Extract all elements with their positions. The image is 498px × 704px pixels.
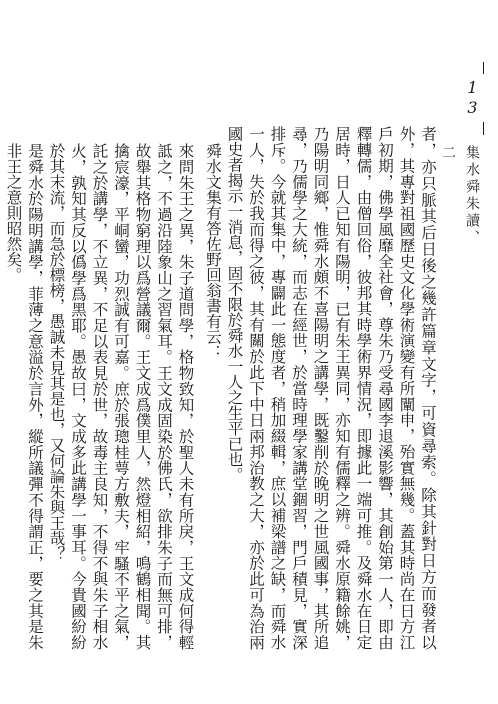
commentary-paragraph: 是舜水於陽明講學，菲薄之意溢於言外，縱所議彈不得謂正，要之其是朱非王之意則昭然矣。 <box>4 143 44 650</box>
quote-paragraph: 來問朱王之異，朱子道問學，格物致知，於聖人未有所戾，王文成何得輕詆之，不過沿陸象山之習氣耳。王文成固染於佛氏，欲排朱子而無可排，故舉其格物窮理以爲營議爾。王文成爲僕里人，然燈相紹，鳴鶴相聞。其擒宸濠，平峒蠻，功烈誠有可嘉。庶於張璁桂萼方敷夫，牢騷不平之氣，託之於講學，不立異，不足以表見於世，故毒主良知，不得不與朱子相水火，孰知其反以僞學爲黑耶。愚故曰，文成多此講學一事耳。今貴國紛紛於其末流，而急於標榜，愚誠未見其是也，又何論朱與王哉？ <box>47 143 195 650</box>
page-number: 13 <box>463 78 482 119</box>
running-head <box>440 60 484 250</box>
dash-rule <box>483 62 484 74</box>
body-text <box>4 126 438 650</box>
running-title: 集水舜朱讀、二 <box>440 144 480 247</box>
section-heading: 舜水文集有答佐野回翁書有云： <box>204 143 222 361</box>
paragraph-intro: 者，亦只脈其后日後之幾許篇章文字，可資尋索。除其針對日方而發者以外，其專對祖國歷史文化學術演變有所闡申，殆實無幾。蓋其時尚在日方江戶初期，佛學風靡全社會，尊朱乃受尋國李退溪影響，其創始第一人，即由釋轉儒，由僧回俗，彼邦其時學術界情況，即據此一端可推。及舜水在日定居時，日人已知有陽明，已有朱王異同，亦知有儒釋之辨。舜水原籍餘姚，乃陽明同鄉，惟舜水頗不喜陽明之講學，既鑿削於晚明之世風國事，其所追尋，乃儒學之大統，而志在經世，於當時理學家講堂錮習，門戶積見，實深排斥。今就其集中，專闢此一態度者，稍加綴輯，庶以補梁譜之缺，而舜水一人，失於我而得之彼，其有關於此下中日兩邦治教之大，亦於此可為治兩國史者揭示一消息，固不限於舜水一人之生平已也。 <box>225 126 437 650</box>
dash-rule <box>483 122 484 134</box>
